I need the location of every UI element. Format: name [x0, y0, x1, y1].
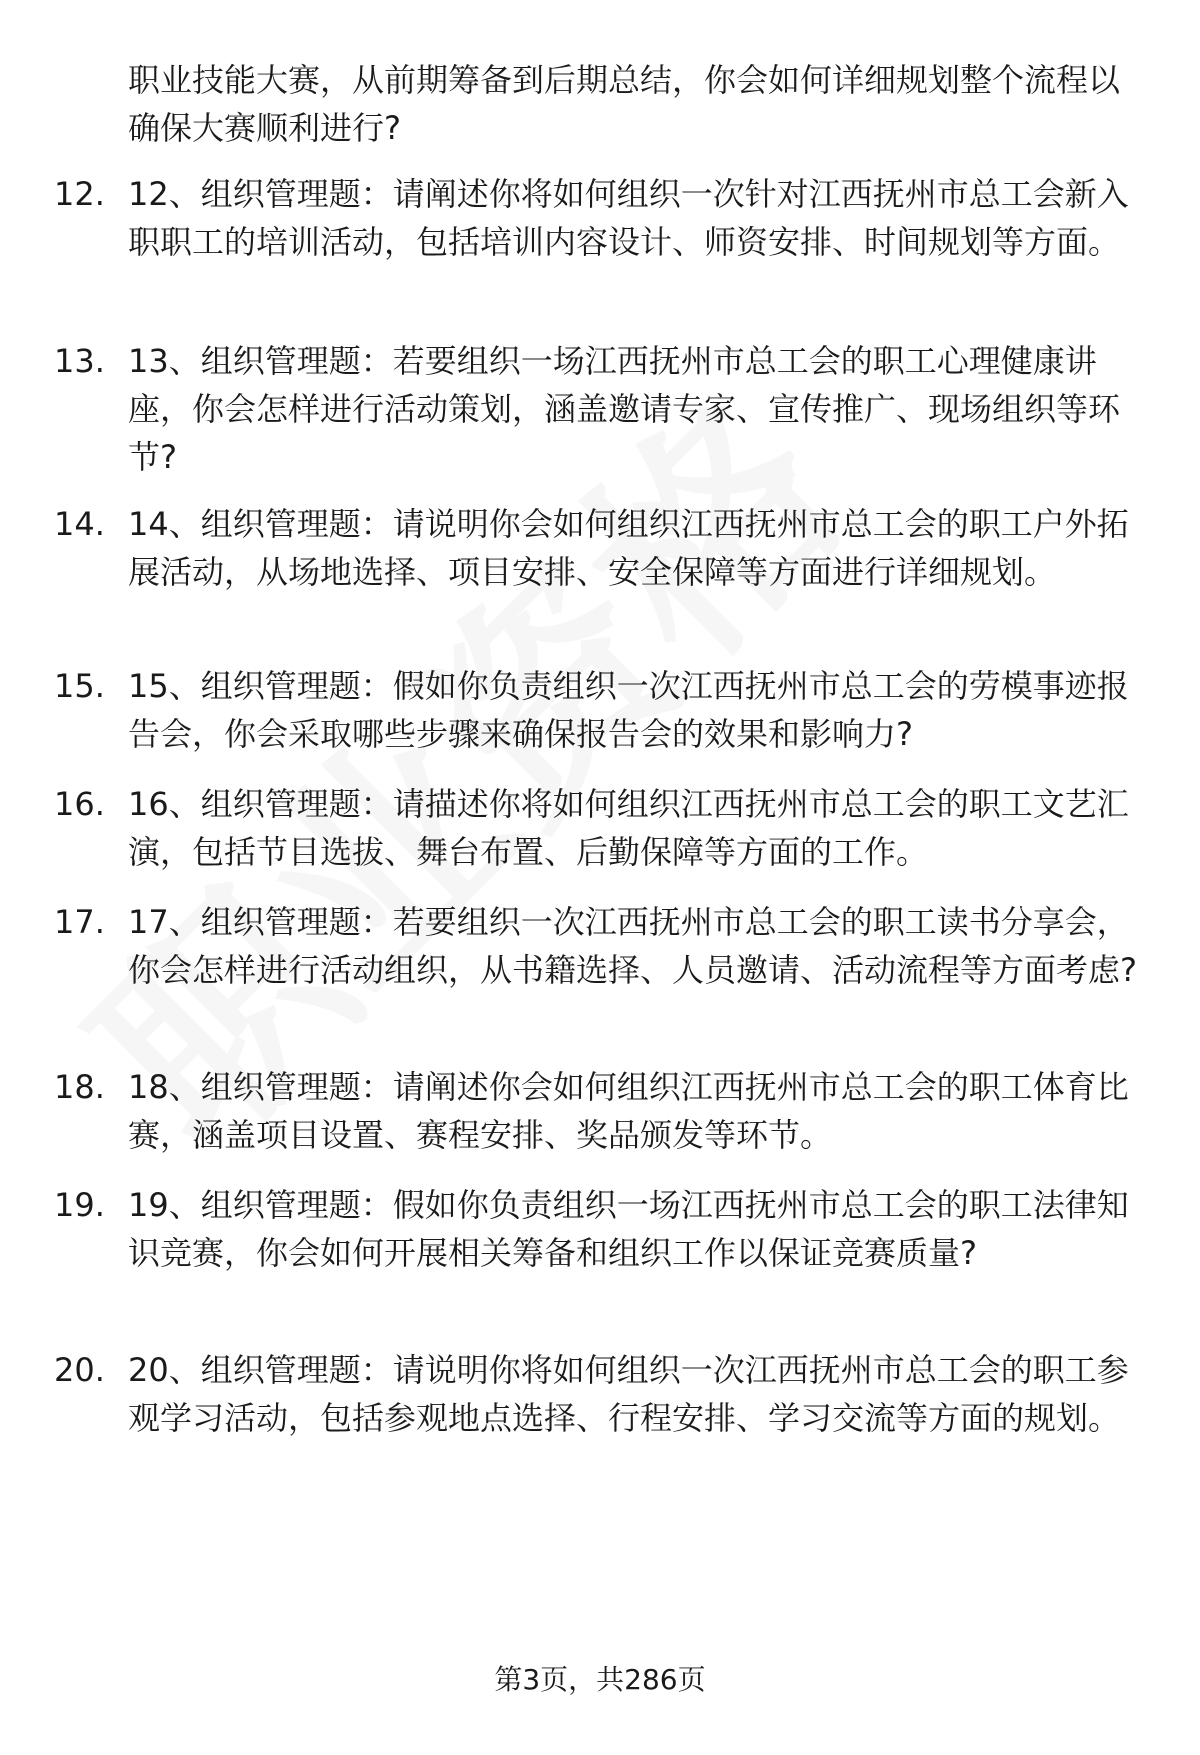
question-text: 15、组织管理题：假如你负责组织一次江西抚州市总工会的劳模事迹报告会，你会采取哪些步骤来确保报告会的效果和影响力?: [128, 667, 1129, 753]
question-text: 19、组织管理题：假如你负责组织一场江西抚州市总工会的职工法律知识竞赛，你会如何开展相关筹备和组织工作以保证竞赛质量?: [128, 1186, 1129, 1272]
question-number: 15.: [54, 667, 105, 705]
question-number: 14.: [54, 505, 105, 543]
question-number: 19.: [54, 1186, 105, 1224]
question-number: 17.: [54, 903, 105, 941]
question-text: 14、组织管理题：请说明你会如何组织江西抚州市总工会的职工户外拓展活动，从场地选择、项目安排、安全保障等方面进行详细规划。: [128, 505, 1129, 591]
question-number: 20.: [54, 1351, 105, 1389]
question-number: 16.: [54, 785, 105, 823]
question-number: 12.: [54, 175, 105, 213]
question-number: 13.: [54, 342, 105, 380]
question-number: 18.: [54, 1068, 105, 1106]
question-text: 20、组织管理题：请说明你将如何组织一次江西抚州市总工会的职工参观学习活动，包括参观地点选择、行程安排、学习交流等方面的规划。: [128, 1351, 1129, 1437]
question-text: 17、组织管理题：若要组织一次江西抚州市总工会的职工读书分享会，你会怎样进行活动组织，从书籍选择、人员邀请、活动流程等方面考虑?: [128, 903, 1137, 989]
question-text: 18、组织管理题：请阐述你会如何组织江西抚州市总工会的职工体育比赛，涵盖项目设置、赛程安排、奖品颁发等环节。: [128, 1068, 1129, 1154]
continuation-text: 职业技能大赛，从前期筹备到后期总结，你会如何详细规划整个流程以确保大赛顺利进行?: [128, 61, 1121, 147]
page-footer: 第3页，共286页: [494, 1663, 706, 1696]
question-text: 13、组织管理题：若要组织一场江西抚州市总工会的职工心理健康讲座，你会怎样进行活动策划，涵盖邀请专家、宣传推广、现场组织等环节?: [128, 342, 1121, 476]
question-text: 12、组织管理题：请阐述你将如何组织一次针对江西抚州市总工会新入职职工的培训活动，包括培训内容设计、师资安排、时间规划等方面。: [128, 175, 1129, 261]
question-text: 16、组织管理题：请描述你将如何组织江西抚州市总工会的职工文艺汇演，包括节目选拔、舞台布置、后勤保障等方面的工作。: [128, 785, 1129, 871]
